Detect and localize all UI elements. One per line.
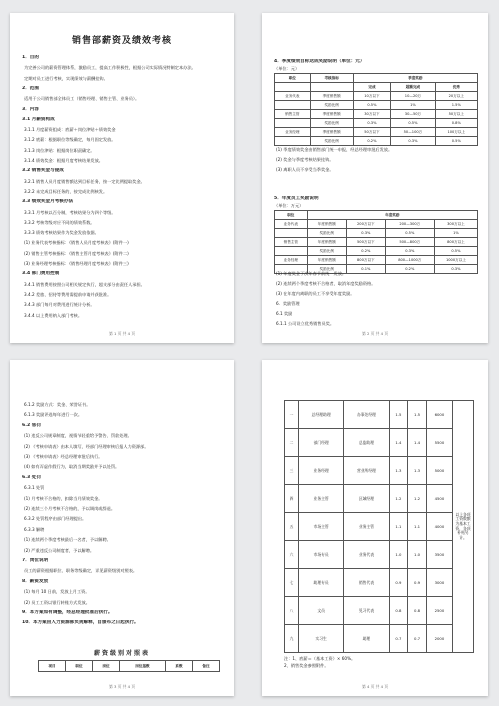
table-cell: 1% [434, 229, 477, 238]
table-cell: 0.5% [435, 137, 477, 146]
table-cell: 奖励比例 [307, 247, 346, 256]
annual-bonus-table [274, 210, 478, 274]
salary-level-table-header [38, 660, 220, 672]
table-cell: 市场专员 [299, 541, 344, 569]
table-cell: 销售主管 [275, 110, 311, 119]
table-row [285, 569, 474, 597]
body-text-line: (2) 《考核申请表》由本人填写，经部门经理审核后报人力资源部。 [24, 443, 149, 449]
table-cell: 0.3% [353, 119, 391, 128]
table-cell: 九 [285, 625, 299, 653]
body-text-line: 3.1.3 岗位津贴：根据岗位职责确定。 [24, 147, 95, 153]
document-page-4 [262, 360, 488, 696]
table-cell: 200—300万 [385, 220, 434, 229]
table-cell: 0.5% [434, 247, 477, 256]
section-heading: 10．本方案由人力资源部负责解释，自颁布之日起执行。 [22, 620, 139, 626]
page-title: 销售部薪资及绩效考核 [71, 36, 172, 46]
table-cell: 300万以上 [434, 220, 477, 229]
table-cell: 奖励比例 [310, 137, 353, 146]
page-footer: 第 3 页 共 4 页 [108, 684, 136, 689]
section-heading: 3.2 销售奖金与提成 [22, 168, 64, 174]
body-text-line: (2) 销售主管考核指标：《销售主管月度考核表》(附件二) [24, 250, 129, 256]
document-page-3 [10, 360, 234, 696]
note-line: 6．奖励管理 [276, 301, 300, 306]
body-text-line: 6.3.2 处罚程序由部门经理提出。 [24, 516, 87, 522]
table-cell: 七 [285, 569, 299, 597]
table-cell: 0.2% [353, 137, 391, 146]
table-row [285, 597, 474, 625]
table-subheader-cell: 超额完成 [391, 83, 435, 92]
table-cell: 部门经理 [299, 429, 344, 457]
table-cell: 30—50万 [391, 110, 435, 119]
table-cell: 市场主管 [299, 513, 344, 541]
section-heading: 3.3 绩效奖金月考核办法 [22, 199, 74, 205]
table-cell: 1.2 [408, 485, 427, 513]
table-cell: 100万以上 [435, 128, 477, 137]
section-heading: 3.4 部门费用控制 [22, 271, 60, 277]
section-heading: 2．范围 [22, 85, 39, 91]
table-cell: 年度销售额 [307, 238, 346, 247]
body-text-line: (3) 《考核申请表》经总经理审批后执行。 [24, 454, 103, 459]
table-cell: 见习代表 [344, 597, 389, 625]
body-text-line: 3.1.2 底薪：根据职位等级确定，每月固定发放。 [24, 137, 116, 143]
section-heading: 7．岗位说明 [22, 558, 49, 563]
table-header-cell: 职位 [275, 74, 311, 83]
table-cell: 0.2% [385, 265, 434, 274]
body-text-line: 6.3.1 处罚 [24, 485, 45, 491]
table-cell: 办事处经理 [344, 401, 389, 429]
note-line: 注：1、底薪＝（基本工资）× 60%。 [284, 656, 356, 661]
table-cell: 季度销售额 [310, 110, 353, 119]
body-text-line: 3.3.1 月考核以百分制，考核结果分为四个等级。 [24, 209, 116, 215]
body-text-line: 3.1.1 月度薪资组成：底薪＋岗位津贴＋绩效奖金 [24, 127, 116, 133]
table-row [285, 429, 474, 457]
section-heading: 3.1 月薪资构成 [22, 116, 55, 122]
table-title: 薪资级别对照表 [93, 650, 150, 657]
table-subheader-cell [275, 83, 311, 92]
table-cell: 0.5% [385, 229, 434, 238]
table-cell: 奖励比例 [307, 229, 346, 238]
note-line: (3) 离职人员不享受当季奖金。 [276, 167, 334, 172]
body-text-line: 定期对员工进行考核，实现绩效与薪酬挂钩。 [24, 75, 108, 81]
body-text-line: 3.4.2 差旅、招待等费用需提前申请并获批准。 [24, 291, 112, 297]
table-cell: 0.7 [389, 625, 408, 653]
table-header-cell: 项目 [39, 661, 66, 672]
table-row [275, 247, 478, 256]
body-text-line: 3.4.4 以上费用纳入部门考核。 [24, 312, 83, 318]
table-cell: 0.3% [434, 265, 477, 274]
table-cell: 50万以下 [353, 128, 391, 137]
table-cell: 30万以下 [353, 110, 391, 119]
table-cell: 八 [285, 597, 299, 625]
document-page-1 [10, 13, 234, 343]
table-cell: 季度销售额 [310, 92, 353, 101]
table-cell: 1.1 [389, 513, 408, 541]
table-cell: 业务代表 [275, 92, 311, 101]
table-cell: 0.8 [408, 597, 427, 625]
note-line: (1) 年度奖金于次年春节前统一发放。 [276, 271, 347, 276]
table-cell: 800万以上 [434, 238, 477, 247]
table-cell: 四 [285, 485, 299, 513]
table-row [285, 457, 474, 485]
table-cell: 实习生 [299, 625, 344, 653]
table-cell: 助理 [344, 625, 389, 653]
body-text-line: (2) 员工工资以银行转账方式发放。 [24, 599, 90, 605]
table-cell: 1.2 [389, 485, 408, 513]
body-text-line: 3.2.1 销售人员月度销售额达到目标任务，按一定比例提取奖金。 [24, 178, 145, 184]
section-heading: 4．季度绩效目标达成奖励说明（单位：元） [274, 59, 365, 64]
body-text-line: (1) 违反公司规章制度，视情节轻重给予警告、罚款处理。 [24, 433, 132, 439]
table-cell: 区域经理 [344, 485, 389, 513]
table-cell: 奖励比例 [307, 265, 346, 274]
table-cell: 0.1% [346, 265, 385, 274]
table-subheader-cell: 完成 [353, 83, 391, 92]
table-cell: 销售主管 [275, 238, 308, 247]
table-cell: 5500 [426, 429, 452, 457]
table-cell: 销售代表 [344, 569, 389, 597]
table-cell: 20万以上 [435, 92, 477, 101]
table-cell: 0.2% [346, 247, 385, 256]
body-text-line: 员工的薪资根据职位、职务等级确定，详见薪资级别对照表。 [24, 568, 138, 574]
table-cell: 业务主管 [299, 485, 344, 513]
table-cell: 0.8 [389, 597, 408, 625]
table-cell: 1.5 [389, 401, 408, 429]
table-cell: 五 [285, 513, 299, 541]
table-cell: 2500 [426, 597, 452, 625]
table-header-cell: 岗位 [92, 661, 119, 672]
table-cell: 1.0 [389, 541, 408, 569]
table-cell: 0.3% [385, 247, 434, 256]
table-cell [275, 101, 311, 110]
remarks-cell: 以上各项工资数额为基本工资，各项补贴另计。 [453, 401, 474, 653]
table-cell: 1.4 [408, 429, 427, 457]
table-cell: 1.5 [408, 401, 427, 429]
page-footer: 第 4 页 共 4 页 [361, 684, 389, 689]
table-cell: 业务代表 [275, 220, 308, 229]
table-cell [275, 137, 311, 146]
body-text-line: 3.3.3 绩效考核结果作为奖金发放依据。 [24, 230, 99, 236]
section-heading: 6.3 处罚 [22, 474, 41, 480]
table-row [285, 485, 474, 513]
table-row [275, 238, 478, 247]
table-header-cell: 备注 [192, 661, 219, 672]
table-cell: 0.9 [408, 569, 427, 597]
body-text-line: (2) 严重违反公司制度者，予以解聘。 [24, 547, 95, 553]
table-cell [275, 119, 311, 128]
table-row [285, 541, 474, 569]
table-cell: 1.4 [389, 429, 408, 457]
table-cell: 年度销售额 [307, 256, 346, 265]
body-text-line: 3.4.3 部门每月对费用进行统计分析。 [24, 302, 95, 308]
table-cell: 1.5% [435, 101, 477, 110]
note-line: 6.1 奖励 [276, 311, 293, 316]
table-header-cell: 考核指标 [310, 74, 353, 83]
body-text-line: (1) 月考核不合格的，扣除当月绩效奖金。 [24, 495, 103, 501]
table-cell: 2000 [426, 625, 452, 653]
table-cell: 1.3 [389, 457, 408, 485]
unit-label: （单位：万元） [274, 203, 304, 208]
body-text-line: (1) 业务代表考核指标：《销售人员月度考核表》(附件一) [24, 240, 129, 246]
table-row [275, 220, 478, 229]
body-text-line: 6.1.2 奖励方式：奖金、荣誉证书。 [24, 402, 91, 407]
table-cell: 6000 [426, 401, 452, 429]
table-row [275, 110, 478, 119]
table-cell: 奖励比例 [310, 119, 353, 128]
body-text-line: 为完善公司的薪资管理体系，激励员工，提高工作积极性，根据公司实际情况特制定本办法。 [24, 65, 196, 71]
table-row [275, 229, 478, 238]
note-line: 6.1.1 公司设立优秀销售员奖。 [276, 321, 335, 326]
section-heading: 5．年度员工奖励说明 [274, 196, 319, 201]
table-cell: 季度销售额 [310, 128, 353, 137]
table-cell: 六 [285, 541, 299, 569]
body-text-line: (1) 连续两个季度考核最后一名者，予以解聘。 [24, 537, 111, 543]
table-cell: 营业所经理 [344, 457, 389, 485]
table-cell: 1.3 [408, 457, 427, 485]
quarterly-bonus-table [274, 73, 478, 146]
table-cell: 业务经理 [299, 457, 344, 485]
table-cell: 1000万以上 [434, 256, 477, 265]
table-cell: 奖励比例 [310, 101, 353, 110]
table-row [275, 137, 478, 146]
table-cell: 助理专员 [299, 569, 344, 597]
body-text-line: (4) 如有弄虚作假行为，取消当期奖励并予以处罚。 [24, 464, 120, 470]
table-row [285, 513, 474, 541]
section-heading: 9．本方案如有调整，经总经理批准后执行。 [22, 610, 113, 615]
table-cell [275, 229, 308, 238]
table-cell: 3500 [426, 541, 452, 569]
table-cell: 50—100万 [391, 128, 435, 137]
table-header-cell: 职位 [65, 661, 92, 672]
table-cell: 10万以下 [353, 92, 391, 101]
table-cell: 0.3% [391, 137, 435, 146]
table-header-cell: 职位 [275, 211, 308, 220]
table-subheader-cell: 优秀 [435, 83, 477, 92]
body-text-line: 3.3.2 考核等级对应不同的绩效系数。 [24, 219, 95, 225]
table-cell: 0.7 [408, 625, 427, 653]
body-text-line: (1) 每月 10 日前，发放上月工资。 [24, 589, 90, 595]
body-text-line: 6.1.3 奖励评选每年进行一次。 [24, 412, 83, 418]
table-cell: 文员 [299, 597, 344, 625]
table-cell: 1% [391, 101, 435, 110]
table-cell: 4500 [426, 485, 452, 513]
table-cell: 总监助理 [344, 429, 389, 457]
table-cell: 800万以下 [346, 256, 385, 265]
table-row [275, 128, 478, 137]
table-cell: 1.1 [408, 513, 427, 541]
table-cell: 业务经理 [275, 128, 311, 137]
body-text-line: 6.3.3 解聘 [24, 526, 45, 532]
body-text-line: 3.2.2 未完成目标任务的，按完成比例核发。 [24, 188, 108, 194]
table-header-cell: 年度奖励 [307, 211, 477, 220]
table-cell: 0.5% [391, 119, 435, 128]
body-text-line: 3.1.4 绩效奖金：根据月度考核结果发放。 [24, 158, 103, 163]
note-line: 2、销售奖金参照附件。 [284, 663, 329, 668]
body-text-line: (3) 业务经理考核指标：《销售经理月度考核表》(附件三) [24, 261, 129, 266]
table-cell: 200万以下 [346, 220, 385, 229]
table-cell: 总经理助理 [299, 401, 344, 429]
table-cell [275, 247, 308, 256]
table-row [285, 625, 474, 653]
table-cell: 3000 [426, 569, 452, 597]
table-cell: 年度销售额 [307, 220, 346, 229]
section-heading: 6.2 惩罚 [22, 422, 41, 428]
note-line: (2) 连续两个季度考核不合格者，取消年度奖励资格。 [276, 281, 376, 286]
section-heading: 1．目的 [22, 55, 39, 60]
note-line: (2) 奖金与季度考核结果挂钩。 [276, 157, 334, 162]
table-row [275, 101, 478, 110]
table-header-cell: 季度奖励 [353, 74, 477, 83]
table-row [275, 256, 478, 265]
table-cell: 500—800万 [385, 238, 434, 247]
table-cell: 0.9 [389, 569, 408, 597]
table-cell: 10—20万 [391, 92, 435, 101]
table-row [285, 401, 474, 429]
table-cell: 业务代表 [344, 541, 389, 569]
table-subheader-cell [310, 83, 353, 92]
table-cell: 5000 [426, 457, 452, 485]
table-cell: 500万以下 [346, 238, 385, 247]
table-cell: 三 [285, 457, 299, 485]
body-text-line: 适用于公司销售部全体员工（销售经理、销售主管、业务员）。 [24, 96, 140, 102]
table-header-cell: 岗位基数 [119, 661, 165, 672]
document-page-2 [262, 13, 488, 343]
note-line: (1) 季度绩效奖金由销售部门统一申报，经总经理审批后发放。 [276, 147, 393, 152]
table-cell: 业务主管 [344, 513, 389, 541]
table-header-cell: 系数 [165, 661, 192, 672]
table-cell: 1.0 [408, 541, 427, 569]
body-text-line: 3.4.1 销售费用按照公司相关规定执行，超支部分由责任人承担。 [24, 281, 145, 287]
table-cell: 4000 [426, 513, 452, 541]
table-cell: 二 [285, 429, 299, 457]
note-line: (3) 在年度内离职的员工不享受年度奖励。 [276, 291, 355, 296]
table-cell: 业务经理 [275, 256, 308, 265]
table-row [275, 92, 478, 101]
unit-label: （单位：元） [274, 66, 300, 71]
page-footer: 第 2 页 共 4 页 [361, 331, 389, 336]
table-cell: 50万以上 [435, 110, 477, 119]
section-heading: 8．薪资发放 [22, 578, 49, 584]
table-cell: 一 [285, 401, 299, 429]
table-cell: 800—1000万 [385, 256, 434, 265]
salary-level-table [284, 400, 474, 653]
table-row [275, 119, 478, 128]
table-cell: 0.5% [353, 101, 391, 110]
page-footer: 第 1 页 共 4 页 [108, 331, 136, 336]
table-cell: 0.8% [435, 119, 477, 128]
table-cell: 0.3% [346, 229, 385, 238]
section-heading: 3．内容 [22, 106, 39, 112]
body-text-line: (2) 连续三个月考核不合格的，予以调岗或辞退。 [24, 506, 116, 511]
